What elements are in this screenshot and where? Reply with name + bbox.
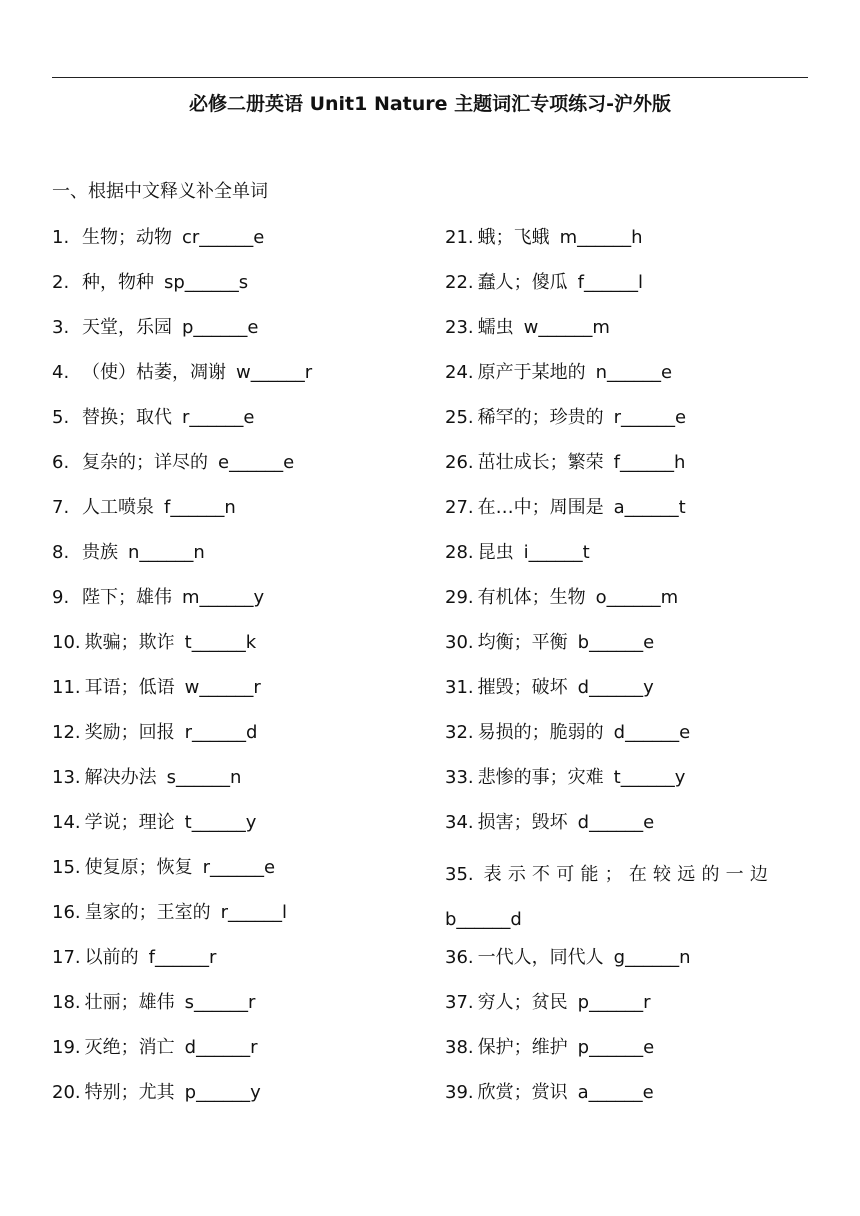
vocab-item <box>445 672 809 717</box>
vocab-item <box>52 672 422 717</box>
item-number: 6. <box>52 452 70 473</box>
item-meaning: 替换；取代 <box>82 407 172 428</box>
item-number: 38. <box>445 1037 474 1058</box>
item-number: 18. <box>52 992 81 1013</box>
item-hint: a______t <box>613 497 686 518</box>
item-number: 19. <box>52 1037 81 1058</box>
item-meaning: 灭绝；消亡 <box>84 1037 175 1058</box>
item-meaning: 蠕虫 <box>477 317 514 338</box>
vocab-item <box>445 267 809 312</box>
item-meaning: 悲惨的事；灾难 <box>477 767 604 788</box>
item-number: 32. <box>445 722 474 743</box>
item-hint: f______n <box>164 497 236 518</box>
item-number: 34. <box>445 812 474 833</box>
item-meaning: 壮丽；雄伟 <box>84 992 175 1013</box>
item-hint: sp______s <box>164 272 249 293</box>
item-meaning: 一代人，同代人 <box>477 947 604 968</box>
vocab-item <box>52 1032 422 1077</box>
item-number: 23. <box>445 317 474 338</box>
item-number: 33. <box>445 767 474 788</box>
vocab-item <box>445 762 809 807</box>
item-hint: t______y <box>184 812 257 833</box>
left-column <box>52 222 422 1122</box>
vocab-item <box>52 222 422 267</box>
item-number: 1. <box>52 227 70 248</box>
item-meaning: 欣赏；赏识 <box>477 1082 568 1103</box>
item-hint: m______y <box>182 587 265 608</box>
item-hint: t______y <box>613 767 686 788</box>
vocab-item <box>52 807 422 852</box>
item-meaning: 摧毁；破坏 <box>477 677 568 698</box>
item-hint: b______e <box>577 632 655 653</box>
item-meaning: 在…中；周围是 <box>477 497 604 518</box>
item-meaning: 损害；毁坏 <box>477 812 568 833</box>
item-number: 24. <box>445 362 474 383</box>
item-hint: r______e <box>182 407 255 428</box>
vocab-item <box>445 807 809 852</box>
item-hint: n______n <box>128 542 205 563</box>
item-hint: o______m <box>595 587 679 608</box>
item-number: 35. <box>445 864 474 885</box>
vocab-item <box>52 492 422 537</box>
item-meaning: 易损的；脆弱的 <box>477 722 604 743</box>
item-number: 15. <box>52 857 81 878</box>
item-meaning: 特别；尤其 <box>84 1082 175 1103</box>
vocab-item <box>445 312 809 357</box>
item-hint: w______r <box>236 362 313 383</box>
item-hint: m______h <box>559 227 643 248</box>
item-hint: r______d <box>184 722 258 743</box>
item-number: 2. <box>52 272 70 293</box>
item-hint: i______t <box>523 542 590 563</box>
vocab-item <box>52 312 422 357</box>
item-meaning: 以前的 <box>84 947 139 968</box>
item-number: 20. <box>52 1082 81 1103</box>
vocab-item <box>52 447 422 492</box>
vocab-item <box>445 717 809 762</box>
item-meaning: 贵族 <box>82 542 118 563</box>
item-meaning: 学说；理论 <box>84 812 175 833</box>
vocab-item <box>52 852 422 897</box>
vocab-item <box>445 492 809 537</box>
item-meaning: 耳语；低语 <box>84 677 175 698</box>
item-number: 13. <box>52 767 81 788</box>
item-number: 17. <box>52 947 81 968</box>
item-meaning: 生物；动物 <box>82 227 172 248</box>
item-hint: d______e <box>577 812 655 833</box>
item-meaning: 种，物种 <box>82 272 154 293</box>
item-meaning: 表示不可能；在较远的一边 <box>483 864 775 885</box>
right-column <box>445 222 809 1122</box>
vocab-item <box>52 762 422 807</box>
item-hint: r______e <box>202 857 276 878</box>
item-number: 22. <box>445 272 474 293</box>
vocab-item <box>445 1032 809 1077</box>
vocab-item <box>445 627 809 672</box>
item-number: 5. <box>52 407 70 428</box>
item-number: 37. <box>445 992 474 1013</box>
item-number: 29. <box>445 587 474 608</box>
item-hint: d______e <box>613 722 691 743</box>
item-hint: d______r <box>184 1037 258 1058</box>
item-meaning: （使）枯萎，凋谢 <box>82 362 226 383</box>
item-number: 28. <box>445 542 474 563</box>
item-number: 30. <box>445 632 474 653</box>
item-meaning: 陛下；雄伟 <box>82 587 172 608</box>
item-hint: cr______e <box>182 227 265 248</box>
item-hint: r______l <box>220 902 288 923</box>
vocab-item <box>52 402 422 447</box>
vocab-item <box>445 537 809 582</box>
item-meaning: 蠢人；傻瓜 <box>477 272 568 293</box>
item-hint: p______r <box>577 992 651 1013</box>
vocab-item <box>52 987 422 1032</box>
item-number: 16. <box>52 902 81 923</box>
item-number: 11. <box>52 677 81 698</box>
item-hint: f______l <box>577 272 643 293</box>
item-number: 27. <box>445 497 474 518</box>
item-number: 3. <box>52 317 70 338</box>
item-meaning: 奖励；回报 <box>84 722 175 743</box>
vocab-item <box>445 852 809 942</box>
item-hint: p______e <box>577 1037 655 1058</box>
item-hint: d______y <box>577 677 654 698</box>
item-number: 9. <box>52 587 70 608</box>
vocab-item <box>445 987 809 1032</box>
vocab-item <box>445 1077 809 1122</box>
vocab-item <box>445 942 809 987</box>
vocab-item <box>52 942 422 987</box>
vocab-item <box>52 537 422 582</box>
header-rule <box>52 77 808 78</box>
section-heading: 一、根据中文释义补全单词 <box>52 181 268 202</box>
vocab-item <box>52 357 422 402</box>
item-hint: r______e <box>613 407 687 428</box>
vocab-item <box>445 447 809 492</box>
item-meaning: 昆虫 <box>477 542 514 563</box>
item-meaning: 保护；维护 <box>477 1037 568 1058</box>
item-hint: t______k <box>184 632 257 653</box>
item-number: 14. <box>52 812 81 833</box>
item-number: 39. <box>445 1082 474 1103</box>
item-hint: a______e <box>577 1082 654 1103</box>
item-number: 8. <box>52 542 70 563</box>
vocab-item <box>52 267 422 312</box>
item-hint: p______e <box>182 317 259 338</box>
item-hint: w______r <box>184 677 261 698</box>
item-meaning: 天堂，乐园 <box>82 317 172 338</box>
document-title: 必修二册英语 Unit1 Nature 主题词汇专项练习-沪外版 <box>188 93 672 115</box>
vocab-item <box>445 357 809 402</box>
item-number: 26. <box>445 452 474 473</box>
vocab-item <box>445 402 809 447</box>
item-meaning: 复杂的；详尽的 <box>82 452 208 473</box>
item-number: 4. <box>52 362 70 383</box>
item-hint: w______m <box>523 317 610 338</box>
vocab-item <box>52 627 422 672</box>
item-hint: g______n <box>613 947 691 968</box>
vocab-item <box>52 1077 422 1122</box>
item-meaning: 穷人；贫民 <box>477 992 568 1013</box>
item-hint: s______r <box>184 992 256 1013</box>
item-number: 36. <box>445 947 474 968</box>
item-meaning: 人工喷泉 <box>82 497 154 518</box>
item-hint: f______h <box>613 452 686 473</box>
item-number: 21. <box>445 227 474 248</box>
item-meaning: 茁壮成长；繁荣 <box>477 452 604 473</box>
item-meaning: 稀罕的；珍贵的 <box>477 407 604 428</box>
item-meaning: 欺骗；欺诈 <box>84 632 175 653</box>
item-meaning: 均衡；平衡 <box>477 632 568 653</box>
item-number: 31. <box>445 677 474 698</box>
item-hint: b______d <box>445 909 522 930</box>
item-meaning: 蛾；飞蛾 <box>477 227 550 248</box>
item-hint: e______e <box>218 452 295 473</box>
vocab-item <box>52 897 422 942</box>
item-number: 7. <box>52 497 70 518</box>
vocab-item <box>445 222 809 267</box>
item-meaning: 原产于某地的 <box>477 362 586 383</box>
item-hint: p______y <box>184 1082 261 1103</box>
item-meaning: 使复原；恢复 <box>84 857 193 878</box>
vocab-item <box>52 717 422 762</box>
vocab-item <box>52 582 422 627</box>
item-meaning: 皇家的；王室的 <box>84 902 211 923</box>
item-number: 12. <box>52 722 81 743</box>
item-meaning: 解决办法 <box>84 767 157 788</box>
item-hint: s______n <box>166 767 242 788</box>
item-number: 25. <box>445 407 474 428</box>
item-number: 10. <box>52 632 81 653</box>
item-hint: n______e <box>595 362 673 383</box>
vocab-item <box>445 582 809 627</box>
item-meaning: 有机体；生物 <box>477 587 586 608</box>
item-hint: f______r <box>148 947 217 968</box>
